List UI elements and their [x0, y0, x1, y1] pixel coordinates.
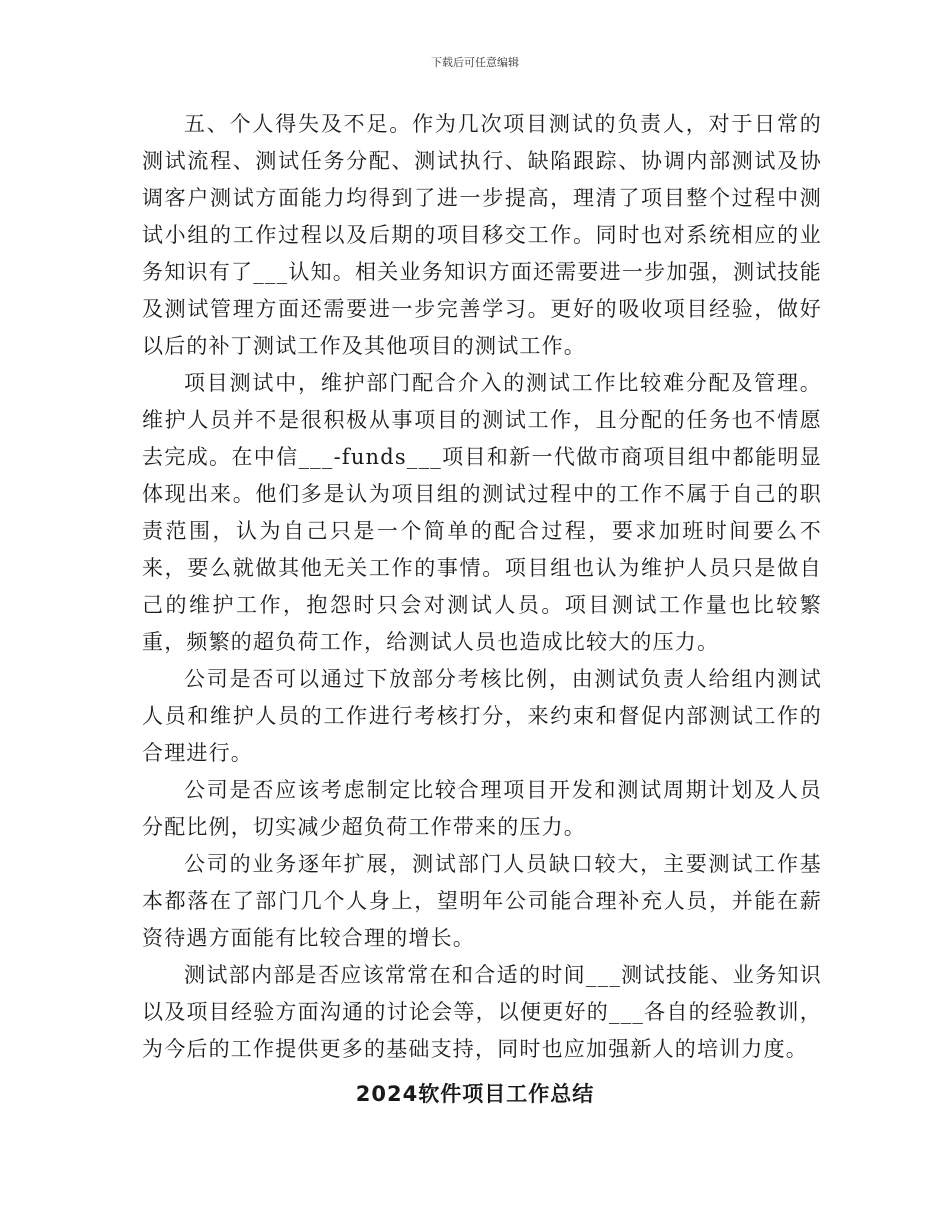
paragraph-schedule-suggestion: 公司是否应该考虑制定比较合理项目开发和测试周期计划及人员分配比例，切实减少超负荷工作带来的压力。 [142, 778, 822, 839]
paragraph-training-suggestion: 测试部内部是否应该常常在和合适的时间___测试技能、业务知识以及项目经验方面沟通的讨论会等，以便更好的___各自的经验教训，为今后的工作提供更多的基础支持，同时也应加强新人的培训力度。 [142, 963, 822, 1061]
paragraph-personal-gains: 五、个人得失及不足。作为几次项目测试的负责人，对于日常的测试流程、测试任务分配、测试执行、缺陷跟踪、协调内部测试及协调客户测试方面能力均得到了进一步提高，理清了项目整个过程中测试小组的工作过程以及后期的项目移交工作。同时也对系统相应的业务知识有了___认知。相关业务知识方面还需要进一步加强，测试技能及测试管理方面还需要进一步完善学习。更好的吸收项目经验，做好以后的补丁测试工作及其他项目的测试工作。 [142, 112, 822, 358]
paragraph-staffing-suggestion: 公司的业务逐年扩展，测试部门人员缺口较大，主要测试工作基本都落在了部门几个人身上，望明年公司能合理补充人员，并能在薪资待遇方面能有比较合理的增长。 [142, 852, 822, 950]
page-header: 下载后可任意编辑 [431, 56, 519, 69]
body-text [142, 106, 822, 1068]
paragraph-maintenance-dept: 项目测试中，维护部门配合介入的测试工作比较难分配及管理。维护人员并不是很积极从事项目的测试工作，且分配的任务也不情愿去完成。在中信___-funds___项目和新一代做市商项目组中都能明显体现出来。他们多是认为项目组的测试过程中的工作不属于自己的职责范围，认为自己只是一个简单的配合过程，要求加班时间要么不来，要么就做其他无关工作的事情。项目组也认为维护人员只是做自己的维护工作，抱怨时只会对测试人员。项目测试工作量也比较繁重，频繁的超负荷工作，给测试人员也造成比较大的压力。 [142, 371, 822, 654]
paragraph-assessment-suggestion: 公司是否可以通过下放部分考核比例，由测试负责人给组内测试人员和维护人员的工作进行考核打分，来约束和督促内部测试工作的合理进行。 [142, 667, 822, 765]
section-title: 2024软件项目工作总结 [355, 1082, 595, 1106]
